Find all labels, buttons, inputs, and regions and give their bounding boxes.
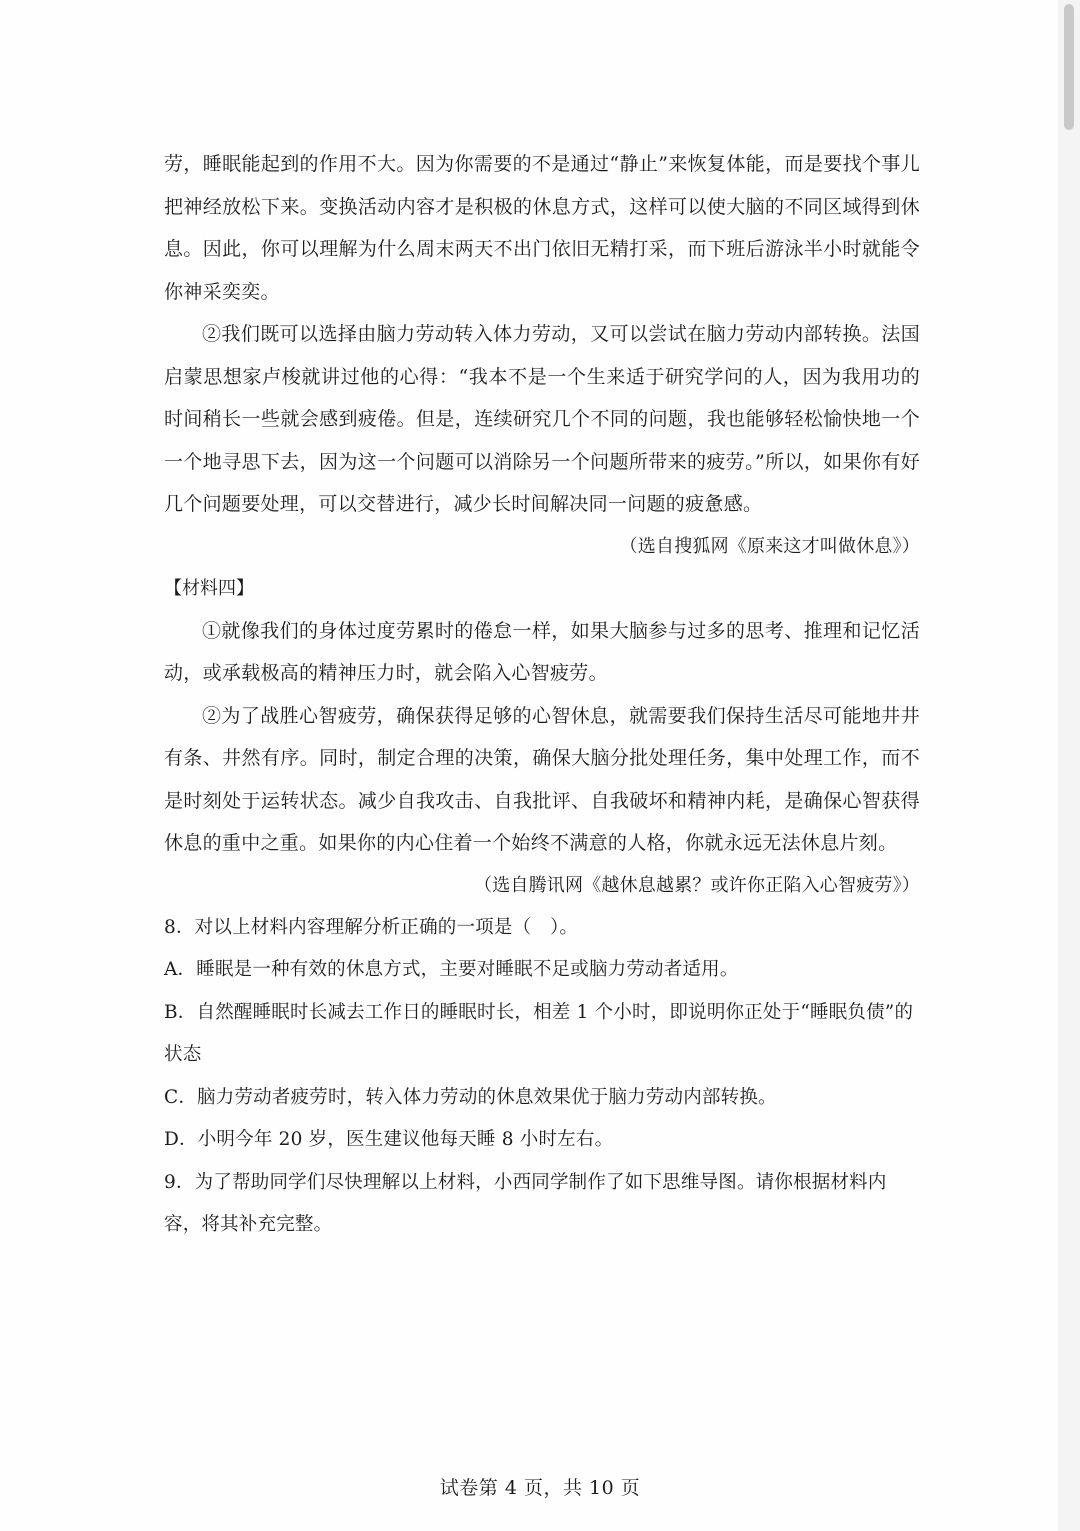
page-footer: 试卷第 4 页，共 10 页 [439,1477,641,1499]
question-8-option-c: C．脑力劳动者疲劳时，转入体力劳动的休息效果优于脑力劳动内部转换。 [164,1086,777,1108]
material4-heading: 【材料四】 [164,577,254,599]
question-8-stem: 8．对以上材料内容理解分析正确的一项是（ ）。 [164,916,579,938]
material4-source: （选自腾讯网《越休息越累？或许你正陷入心智疲劳》） [474,874,920,896]
material4-paragraph-1: ①就像我们的身体过度劳累时的倦怠一样，如果大脑参与过多的思考、推理和记忆活动，或承载极高的精神压力时，就会陷入心智疲劳。 [164,619,920,684]
scrollbar-thumb[interactable] [1064,4,1074,130]
page-content [164,143,920,1247]
material3-paragraph-1: 劳，睡眠能起到的作用不大。因为你需要的不是通过“静止”来恢复体能，而是要找个事儿把神经放松下来。变换活动内容才是积极的休息方式，这样可以使大脑的不同区域得到休息。因此，你可以理解为什么周末两天不出门依旧无精打采，而下班后游泳半小时就能令你神采奕奕。 [164,153,920,303]
material3-source: （选自搜狐网《原来这才叫做休息》） [619,535,920,557]
question-9-stem: 9．为了帮助同学们尽快理解以上材料，小西同学制作了如下思维导图。请你根据材料内容，将其补充完整。 [164,1171,887,1235]
material4-paragraph-2: ②为了战胜心智疲劳，确保获得足够的心智休息，就需要我们保持生活尽可能地井井有条、井然有序。同时，制定合理的决策，确保大脑分批处理任务，集中处理工作，而不是时刻处于运转状态。减少自我攻击、自我批评、自我破坏和精神内耗，是确保心智获得休息的重中之重。如果你的内心住着一个始终不满意的人格，你就永远无法休息片刻。 [164,704,920,854]
material3-paragraph-2: ②我们既可以选择由脑力劳动转入体力劳动，又可以尝试在脑力劳动内部转换。法国启蒙思想家卢梭就讲过他的心得：“我本不是一个生来适于研究学问的人，因为我用功的时间稍长一些就会感到疲倦。但是，连续研究几个不同的问题，我也能够轻松愉快地一个一个地寻思下去，因为这一个问题可以消除另一个问题所带来的疲劳。”所以，如果你有好几个问题要处理，可以交替进行，减少长时间解决同一问题的疲惫感。 [164,323,920,515]
question-8-option-d: D．小明今年 20 岁，医生建议他每天睡 8 小时左右。 [164,1129,614,1150]
scrollbar[interactable] [1058,0,1080,1531]
question-8-option-b: B．自然醒睡眠时长减去工作日的睡眠时长，相差 1 个小时，即说明你正处于“睡眠负债”的状态 [164,1001,914,1065]
question-8-option-a: A．睡眠是一种有效的休息方式，主要对睡眠不足或脑力劳动者适用。 [164,959,739,980]
